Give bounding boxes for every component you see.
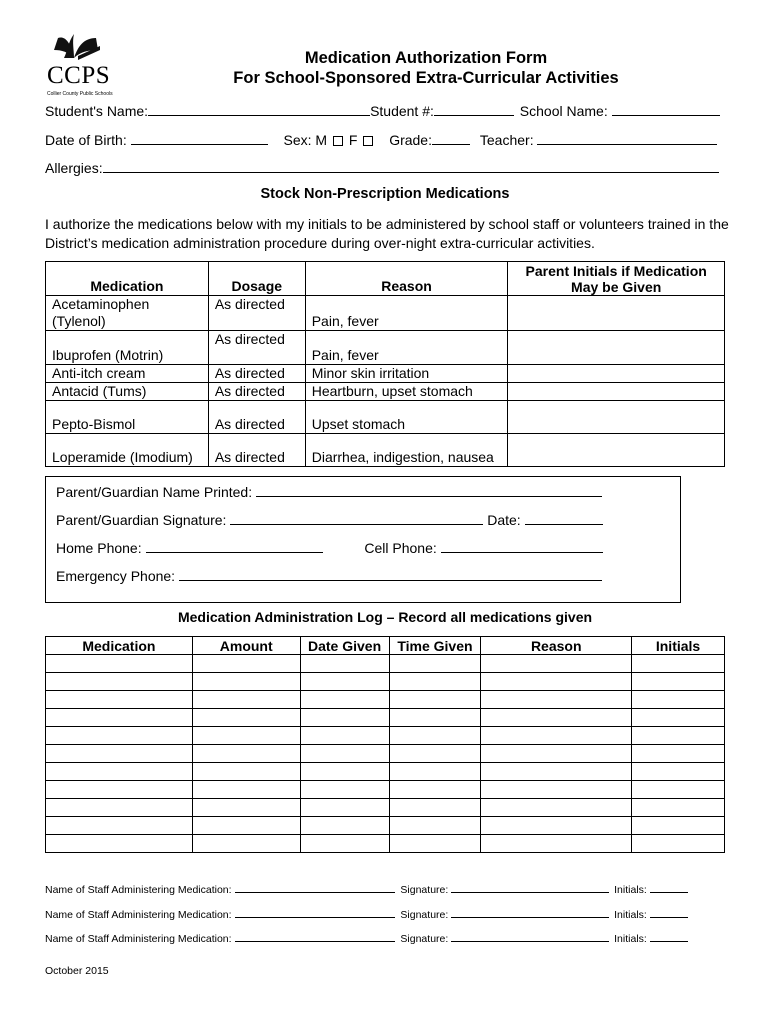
log-cell[interactable] (300, 655, 389, 673)
cell-phone-field[interactable] (441, 539, 603, 553)
phone-row (56, 539, 603, 556)
allergies-label: Allergies: (45, 160, 103, 176)
header-dosage: Dosage (208, 262, 305, 296)
med-name: Antacid (Tums) (46, 383, 209, 401)
log-row (46, 709, 725, 727)
log-cell[interactable] (632, 763, 725, 781)
log-cell[interactable] (481, 835, 632, 853)
log-cell[interactable] (632, 673, 725, 691)
log-cell[interactable] (632, 709, 725, 727)
staff-row (45, 883, 688, 896)
staff-initials-field[interactable] (650, 883, 688, 893)
log-cell[interactable] (192, 763, 300, 781)
emergency-phone-label: Emergency Phone: (56, 568, 176, 584)
header-reason: Reason (305, 262, 508, 296)
log-cell[interactable] (481, 727, 632, 745)
staff-row (45, 932, 688, 945)
guardian-date-label: Date: (487, 512, 521, 528)
emergency-phone-row (56, 567, 602, 584)
staff-signature-field[interactable] (451, 883, 609, 893)
teacher-field[interactable] (537, 131, 717, 145)
logo-subtitle: Collier County Public Schools (47, 91, 113, 97)
staff-signature-label: Signature: (400, 933, 449, 945)
log-cell[interactable] (632, 691, 725, 709)
med-dose: As directed (208, 383, 305, 401)
log-cell[interactable] (389, 709, 481, 727)
allergies-field[interactable] (103, 159, 719, 173)
student-number-label: Student #: (370, 103, 434, 119)
log-cell[interactable] (46, 799, 193, 817)
log-row (46, 835, 725, 853)
med-reason: Heartburn, upset stomach (305, 383, 508, 401)
stock-medications-table (45, 261, 725, 467)
home-phone-field[interactable] (146, 539, 323, 553)
log-header-amount: Amount (192, 637, 300, 655)
log-cell[interactable] (389, 835, 481, 853)
log-cell[interactable] (481, 745, 632, 763)
staff-initials-label: Initials: (614, 909, 647, 921)
log-header-time-given: Time Given (389, 637, 481, 655)
med-reason: Pain, fever (305, 331, 508, 365)
log-cell[interactable] (46, 745, 193, 763)
log-heading: Medication Administration Log – Record all medications given (177, 609, 593, 625)
med-row (46, 296, 725, 331)
log-cell[interactable] (300, 799, 389, 817)
med-name: Ibuprofen (Motrin) (46, 331, 209, 365)
footer-date: October 2015 (45, 965, 109, 977)
log-row (46, 655, 725, 673)
med-row (46, 331, 725, 365)
log-cell[interactable] (632, 835, 725, 853)
log-cell[interactable] (192, 727, 300, 745)
med-row (46, 434, 725, 467)
parent-initials-cell[interactable] (508, 401, 725, 434)
med-row (46, 365, 725, 383)
log-cell[interactable] (46, 781, 193, 799)
log-cell[interactable] (389, 799, 481, 817)
med-name: Anti-itch cream (46, 365, 209, 383)
med-reason: Diarrhea, indigestion, nausea (305, 434, 508, 467)
med-reason: Minor skin irritation (305, 365, 508, 383)
log-cell[interactable] (300, 745, 389, 763)
log-cell[interactable] (389, 781, 481, 799)
guardian-signature-field[interactable] (230, 511, 483, 525)
header-parent-initials: Parent Initials if Medication May be Given (508, 262, 725, 296)
log-cell[interactable] (192, 709, 300, 727)
guardian-signature-row (56, 511, 603, 528)
parent-initials-cell[interactable] (508, 365, 725, 383)
grade-field[interactable] (432, 131, 470, 145)
log-cell[interactable] (481, 655, 632, 673)
log-cell[interactable] (46, 673, 193, 691)
log-cell[interactable] (192, 781, 300, 799)
staff-signature-field[interactable] (451, 932, 609, 942)
log-cell[interactable] (46, 727, 193, 745)
guardian-name-field[interactable] (256, 483, 602, 497)
med-dose: As directed (208, 434, 305, 467)
med-row (46, 383, 725, 401)
log-cell[interactable] (192, 835, 300, 853)
log-cell[interactable] (389, 655, 481, 673)
sex-f-label: F (348, 132, 358, 148)
sex-f-checkbox[interactable] (363, 136, 373, 146)
med-reason: Pain, fever (305, 296, 508, 331)
authorization-paragraph: I authorize the medications below with my initials to be administered by school staff or volunteers trained in the District’s medication administration procedure during over-night extra-curricular activities. (45, 216, 729, 251)
med-dose: As directed (208, 331, 305, 365)
log-row (46, 781, 725, 799)
form-subtitle: For School-Sponsored Extra-Curricular Activities (233, 69, 619, 87)
log-cell[interactable] (632, 727, 725, 745)
log-row (46, 745, 725, 763)
log-header-initials: Initials (632, 637, 725, 655)
teacher-label: Teacher: (479, 132, 534, 148)
staff-signature-label: Signature: (400, 884, 449, 896)
student-name-label: Student's Name: (45, 103, 149, 119)
log-cell[interactable] (46, 835, 193, 853)
log-row (46, 727, 725, 745)
log-cell[interactable] (46, 763, 193, 781)
log-cell[interactable] (632, 655, 725, 673)
med-dose: As directed (208, 365, 305, 383)
school-name-field[interactable] (612, 102, 720, 116)
guardian-name-row (56, 483, 602, 500)
log-cell[interactable] (300, 691, 389, 709)
log-cell[interactable] (481, 691, 632, 709)
staff-name-label: Name of Staff Administering Medication: (45, 909, 232, 921)
log-cell[interactable] (481, 763, 632, 781)
emergency-phone-field[interactable] (179, 567, 602, 581)
log-cell[interactable] (192, 673, 300, 691)
med-row (46, 401, 725, 434)
staff-name-label: Name of Staff Administering Medication: (45, 884, 232, 896)
log-row (46, 799, 725, 817)
log-row (46, 763, 725, 781)
log-cell[interactable] (192, 691, 300, 709)
allergies-row (45, 159, 719, 176)
staff-name-field[interactable] (235, 883, 395, 893)
med-name: Loperamide (Imodium) (46, 434, 209, 467)
med-reason: Upset stomach (305, 401, 508, 434)
staff-signature-field[interactable] (451, 908, 609, 918)
school-name-label: School Name: (519, 103, 608, 119)
staff-initials-label: Initials: (614, 933, 647, 945)
staff-row (45, 908, 688, 921)
sex-m-checkbox[interactable] (333, 136, 343, 146)
staff-name-field[interactable] (235, 932, 395, 942)
med-name: Pepto-Bismol (46, 401, 209, 434)
log-row (46, 673, 725, 691)
log-header-date-given: Date Given (300, 637, 389, 655)
log-cell[interactable] (389, 673, 481, 691)
med-name: Acetaminophen (Tylenol) (46, 296, 209, 331)
log-cell[interactable] (192, 817, 300, 835)
parent-initials-cell[interactable] (508, 296, 725, 331)
log-cell[interactable] (389, 817, 481, 835)
log-cell[interactable] (389, 745, 481, 763)
home-phone-label: Home Phone: (56, 540, 142, 556)
administration-log-table (45, 636, 725, 853)
student-number-field[interactable] (434, 102, 514, 116)
log-cell[interactable] (481, 799, 632, 817)
log-cell[interactable] (389, 727, 481, 745)
log-row (46, 691, 725, 709)
guardian-name-label: Parent/Guardian Name Printed: (56, 484, 253, 500)
guardian-signature-label: Parent/Guardian Signature: (56, 512, 227, 528)
log-cell[interactable] (389, 763, 481, 781)
staff-initials-field[interactable] (650, 932, 688, 942)
stock-heading: Stock Non-Prescription Medications (260, 186, 510, 202)
med-dose: As directed (208, 401, 305, 434)
log-cell[interactable] (46, 655, 193, 673)
header-medication: Medication (46, 262, 209, 296)
log-cell[interactable] (300, 781, 389, 799)
form-title: Medication Authorization Form (304, 49, 548, 67)
log-cell[interactable] (481, 781, 632, 799)
log-header-reason: Reason (481, 637, 632, 655)
log-cell[interactable] (192, 655, 300, 673)
staff-initials-field[interactable] (650, 908, 688, 918)
dob-field[interactable] (131, 131, 268, 145)
log-cell[interactable] (300, 817, 389, 835)
parent-initials-cell[interactable] (508, 383, 725, 401)
cell-phone-label: Cell Phone: (364, 540, 437, 556)
dob-row (45, 131, 717, 148)
log-cell[interactable] (481, 817, 632, 835)
log-cell[interactable] (632, 745, 725, 763)
log-cell[interactable] (300, 709, 389, 727)
log-cell[interactable] (46, 709, 193, 727)
log-cell[interactable] (300, 835, 389, 853)
log-cell[interactable] (632, 781, 725, 799)
dob-label: Date of Birth: (45, 132, 127, 148)
student-name-row (45, 102, 720, 119)
sex-label: Sex: M (283, 132, 328, 148)
log-cell[interactable] (192, 745, 300, 763)
log-cell[interactable] (632, 817, 725, 835)
log-cell[interactable] (46, 691, 193, 709)
student-name-field[interactable] (148, 102, 370, 116)
staff-name-label: Name of Staff Administering Medication: (45, 933, 232, 945)
log-cell[interactable] (192, 799, 300, 817)
guardian-date-field[interactable] (525, 511, 603, 525)
staff-initials-label: Initials: (614, 884, 647, 896)
staff-signature-label: Signature: (400, 909, 449, 921)
log-cell[interactable] (300, 727, 389, 745)
parent-initials-cell[interactable] (508, 434, 725, 467)
staff-name-field[interactable] (235, 908, 395, 918)
log-header-medication: Medication (46, 637, 193, 655)
log-row (46, 817, 725, 835)
log-cell[interactable] (481, 709, 632, 727)
log-cell[interactable] (389, 691, 481, 709)
log-cell[interactable] (300, 673, 389, 691)
log-cell[interactable] (46, 817, 193, 835)
med-dose: As directed (208, 296, 305, 331)
log-cell[interactable] (481, 673, 632, 691)
log-cell[interactable] (632, 799, 725, 817)
parent-initials-cell[interactable] (508, 331, 725, 365)
logo-text: CCPS (47, 62, 111, 89)
log-cell[interactable] (300, 763, 389, 781)
grade-label: Grade: (389, 132, 432, 148)
